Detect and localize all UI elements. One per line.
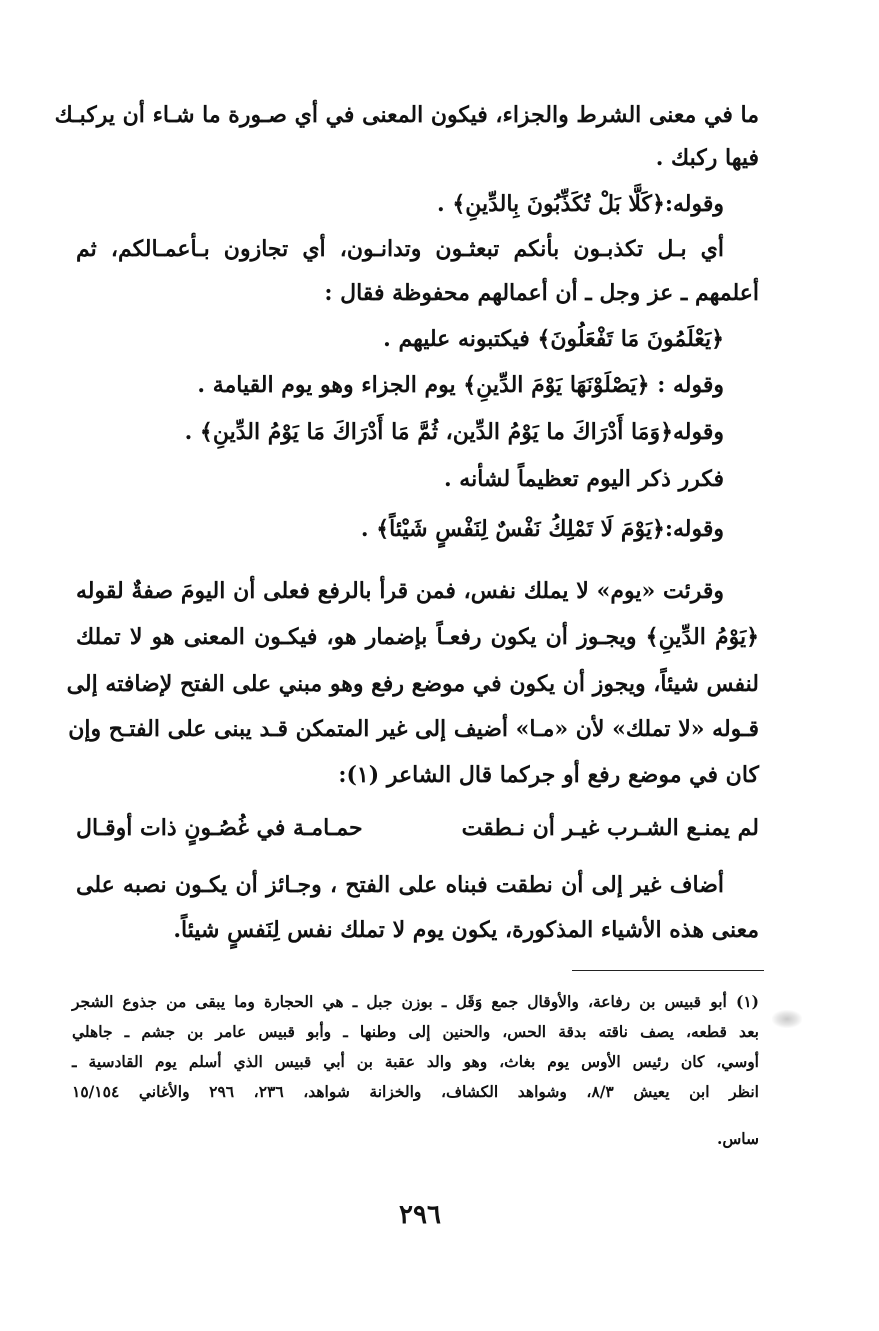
footnote-line: بعد قطعه، يصف ناقته بدقة الحس، والحنين إلى وطنها ـ وأبو قبيس عامر بن جشم ـ جاهلي bbox=[72, 1022, 759, 1041]
quran-verse-line: وقوله:﴿يَوْمَ لَا تَمْلِكُ نَفْسٌ لِنَفْسٍ شَيْئاً﴾ . bbox=[360, 516, 724, 542]
footnote-separator bbox=[572, 970, 764, 971]
text-line-2: فيها ركبك . bbox=[655, 145, 759, 171]
poetry-hemistich-second: حمـامـة في غُصُـونٍ ذات أوقـال bbox=[76, 815, 363, 841]
footnote-line: انظر ابن يعيش ٨/٣، وشواهد الكشاف، والخزانة شواهد، ٢٣٦، ٢٩٦ والأغاني ١٥/١٥٤ bbox=[72, 1082, 759, 1101]
quran-verse-line: ﴿يَعْلَمُونَ مَا تَفْعَلُونَ﴾ فيكتبونه عليهم . bbox=[383, 326, 724, 352]
text-line-5: أعلمهم ـ عز وجل ـ أن أعمالهم محفوظة فقال : bbox=[324, 280, 759, 306]
text-line-14: قـوله «لا تملك» لأن «مـا» أضيف إلى غير المتمكن قـد يبنى على الفتـح وإن bbox=[68, 716, 759, 742]
text-line-9: فكرر ذكر اليوم تعظيماً لشأنه . bbox=[443, 466, 724, 492]
text-line-17: معنى هذه الأشياء المذكورة، يكون يوم لا تملك نفس لِنَفسٍ شيئاً. bbox=[173, 917, 759, 943]
footnote-line: أوسي، كان رئيس الأوس يوم بغاث، وهو والد عقبة بن أبي قبيس الذي أسلم يوم القادسية ـ bbox=[72, 1052, 759, 1071]
text-line-15: كان في موضع رفع أو جركما قال الشاعر (١): bbox=[338, 762, 759, 788]
quran-verse-line: وقوله﴿وَمَا أَدْرَاكَ ما يَوْمُ الدِّين، ثُمَّ مَا أَدْرَاكَ مَا يَوْمُ الدِّينِ﴾ . bbox=[184, 419, 724, 445]
text-line-1: ما في معنى الشرط والجزاء، فيكون المعنى في أي صـورة ما شـاء أن يركبـك bbox=[54, 102, 759, 128]
text-line-16: أضاف غير إلى أن نطقت فبناه على الفتح ، وجـائز أن يكـون نصبه على bbox=[76, 872, 724, 898]
scan-smudge bbox=[772, 1010, 802, 1028]
text-line-4: أي بـل تكذبـون بأنكم تبعثـون وتدانـون، أي تجازون بـأعمـالكم، ثم bbox=[76, 236, 724, 262]
text-line-11: وقرئت «يوم» لا يملك نفس، فمن قرأ بالرفع فعلى أن اليومَ صفةٌ لقوله bbox=[76, 578, 724, 604]
footnote-line: ساس. bbox=[716, 1129, 759, 1148]
quran-verse-line: وقوله : ﴿يَصْلَوْنَهَا يَوْمَ الدِّينِ﴾ يوم الجزاء وهو يوم القيامة . bbox=[197, 372, 724, 398]
poetry-hemistich-first: لم يمنـع الشـرب غيـر أن نـطقت bbox=[461, 815, 759, 841]
footnote-line: (١) أبو قبيس بن رفاعة، والأوقال جمع وَقَل ـ بوزن جبل ـ هي الحجارة وما يبقى من جذوع الشجر bbox=[72, 992, 759, 1011]
text-line-13: لنفس شيئاً، ويجوز أن يكون في موضع رفع وهو مبني على الفتح لإضافته إلى bbox=[66, 671, 759, 697]
text-line-12: ﴿يَوْمُ الدِّينِ﴾ ويجـوز أن يكون رفعـاً بإضمار هو، فيكـون المعنى هو لا تملك bbox=[76, 624, 759, 650]
page-number: ٢٩٦ bbox=[399, 1200, 441, 1230]
quran-verse-line: وقوله:﴿كَلَّا بَلْ تُكَذِّبُونَ بِالدِّينِ﴾ . bbox=[437, 191, 724, 217]
